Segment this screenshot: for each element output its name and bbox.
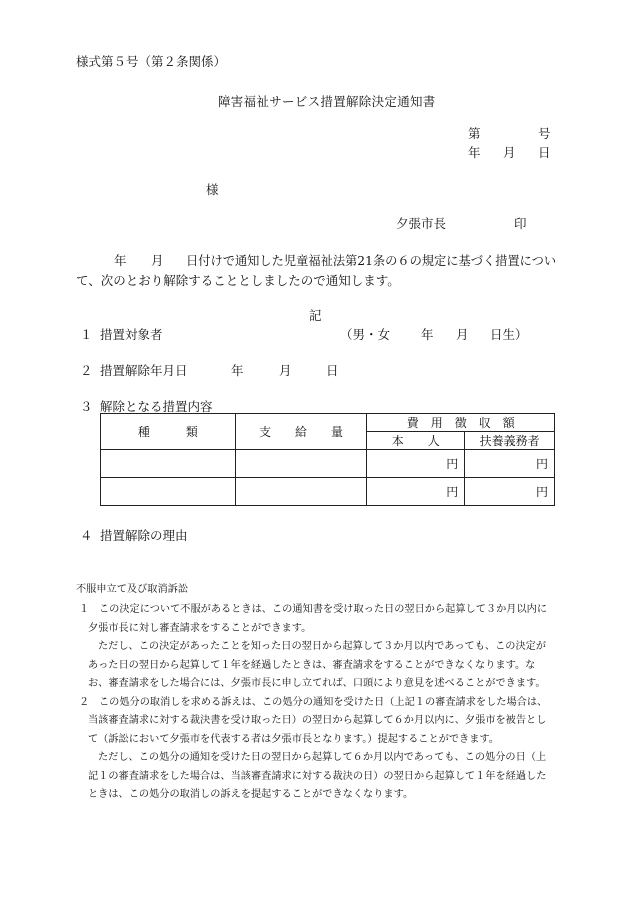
header-type: 種 類 [101, 414, 236, 450]
header-guardian: 扶養義務者 [465, 432, 555, 450]
item-3-label: 解除となる措置内容 [100, 399, 213, 414]
appeal-1-number: １ [79, 604, 90, 615]
item-4-number: ４ [80, 528, 93, 543]
header-self: 本 人 [367, 432, 465, 450]
item-4-label: 措置解除の理由 [100, 528, 188, 543]
cell-type[interactable] [101, 478, 236, 506]
document-title: 障害福祉サービス措置解除決定通知書 [218, 94, 436, 109]
item-1-gender: （男・女 [340, 327, 391, 342]
form-number: 様式第５号（第２条関係） [76, 54, 227, 69]
table-row [101, 478, 555, 506]
issuer-seal: 印 [514, 216, 527, 231]
doc-date-month: 月 [503, 145, 516, 160]
cell-type[interactable] [101, 450, 236, 478]
item-1-month: 月 [456, 327, 469, 342]
cell-guardian-yen[interactable]: 円 [465, 450, 555, 478]
doc-number-suffix: 号 [538, 126, 551, 141]
doc-number-prefix: 第 [468, 126, 481, 141]
doc-date-year: 年 [468, 145, 481, 160]
ki-heading: 記 [309, 308, 322, 323]
intro-line-1: 日付けで通知した児童福祉法第21条の６の規定に基づく措置につい [186, 253, 557, 268]
appeal-2-line: て（訴訟において夕張市を代表する者は夕張市長となります。）提起することができます。 [88, 734, 499, 745]
cell-amount[interactable] [235, 450, 367, 478]
appeal-1-line: ただし、この決定があったことを知った日の翌日から起算して３か月以内であっても、この決定が [98, 641, 547, 652]
cell-self-yen[interactable]: 円 [367, 450, 465, 478]
appeal-2-line: 当該審査請求に対する裁決書を受け取った日）の翌日から起算して６か月以内に、夕張市を被告とし [88, 715, 547, 726]
item-1-year: 年 [421, 327, 434, 342]
item-2-year: 年 [231, 363, 244, 378]
addressee-suffix: 様 [206, 182, 219, 197]
item-1-label: 措置対象者 [100, 327, 163, 342]
intro-month: 月 [151, 253, 164, 268]
cell-guardian-yen[interactable]: 円 [465, 478, 555, 506]
appeal-1-line: あった日の翌日から起算して１年を経過したときは、審査請求をすることができなくなります。な [88, 660, 536, 671]
appeal-2-line: この処分の取消しを求める訴えは、この処分の通知を受けた日（上記１の審査請求をした場合は、 [99, 697, 548, 708]
item-2-month: 月 [279, 363, 292, 378]
appeal-2-line: 記１の審査請求をした場合は、当該審査請求に対する裁決の日）の翌日から起算して１年を経過した [88, 771, 547, 782]
cell-self-yen[interactable]: 円 [367, 478, 465, 506]
item-2-label: 措置解除年月日 [100, 363, 188, 378]
appeal-2-line: ただし、この処分の通知を受けた日の翌日から起算して６か月以内であっても、この処分の日（上 [98, 752, 547, 763]
table-row [101, 450, 555, 478]
item-1-number: １ [80, 327, 93, 342]
item-2-day: 日 [326, 363, 339, 378]
issuer-name: 夕張市長 [396, 216, 447, 231]
appeal-2-number: ２ [79, 697, 90, 708]
appeal-1-line: 夕張市長に対し審査請求をすることができます。 [88, 623, 312, 634]
item-3-number: ３ [80, 399, 93, 414]
appeal-1-line: この決定について不服があるときは、この通知書を受け取った日の翌日から起算して３か月以内に [99, 604, 548, 615]
measures-table [100, 413, 555, 506]
intro-line-2: て、次のとおり解除することとしましたので通知します。 [76, 273, 400, 288]
doc-date-day: 日 [538, 145, 551, 160]
header-fee: 費 用 徴 収 額 [367, 414, 555, 432]
intro-year: 年 [114, 253, 127, 268]
appeal-1-line: お、審査請求をした場合には、夕張市長に申し立てれば、口頭により意見を述べることができます。 [88, 678, 546, 689]
item-2-number: ２ [80, 363, 93, 378]
appeal-2-line: ときは、この処分の取消しの訴えを提起することができなくなります。 [88, 789, 414, 800]
header-amount: 支 給 量 [235, 414, 367, 450]
item-1-born: 日生） [490, 327, 528, 342]
cell-amount[interactable] [235, 478, 367, 506]
appeal-heading: 不服申立て及び取消訴訟 [76, 584, 189, 595]
